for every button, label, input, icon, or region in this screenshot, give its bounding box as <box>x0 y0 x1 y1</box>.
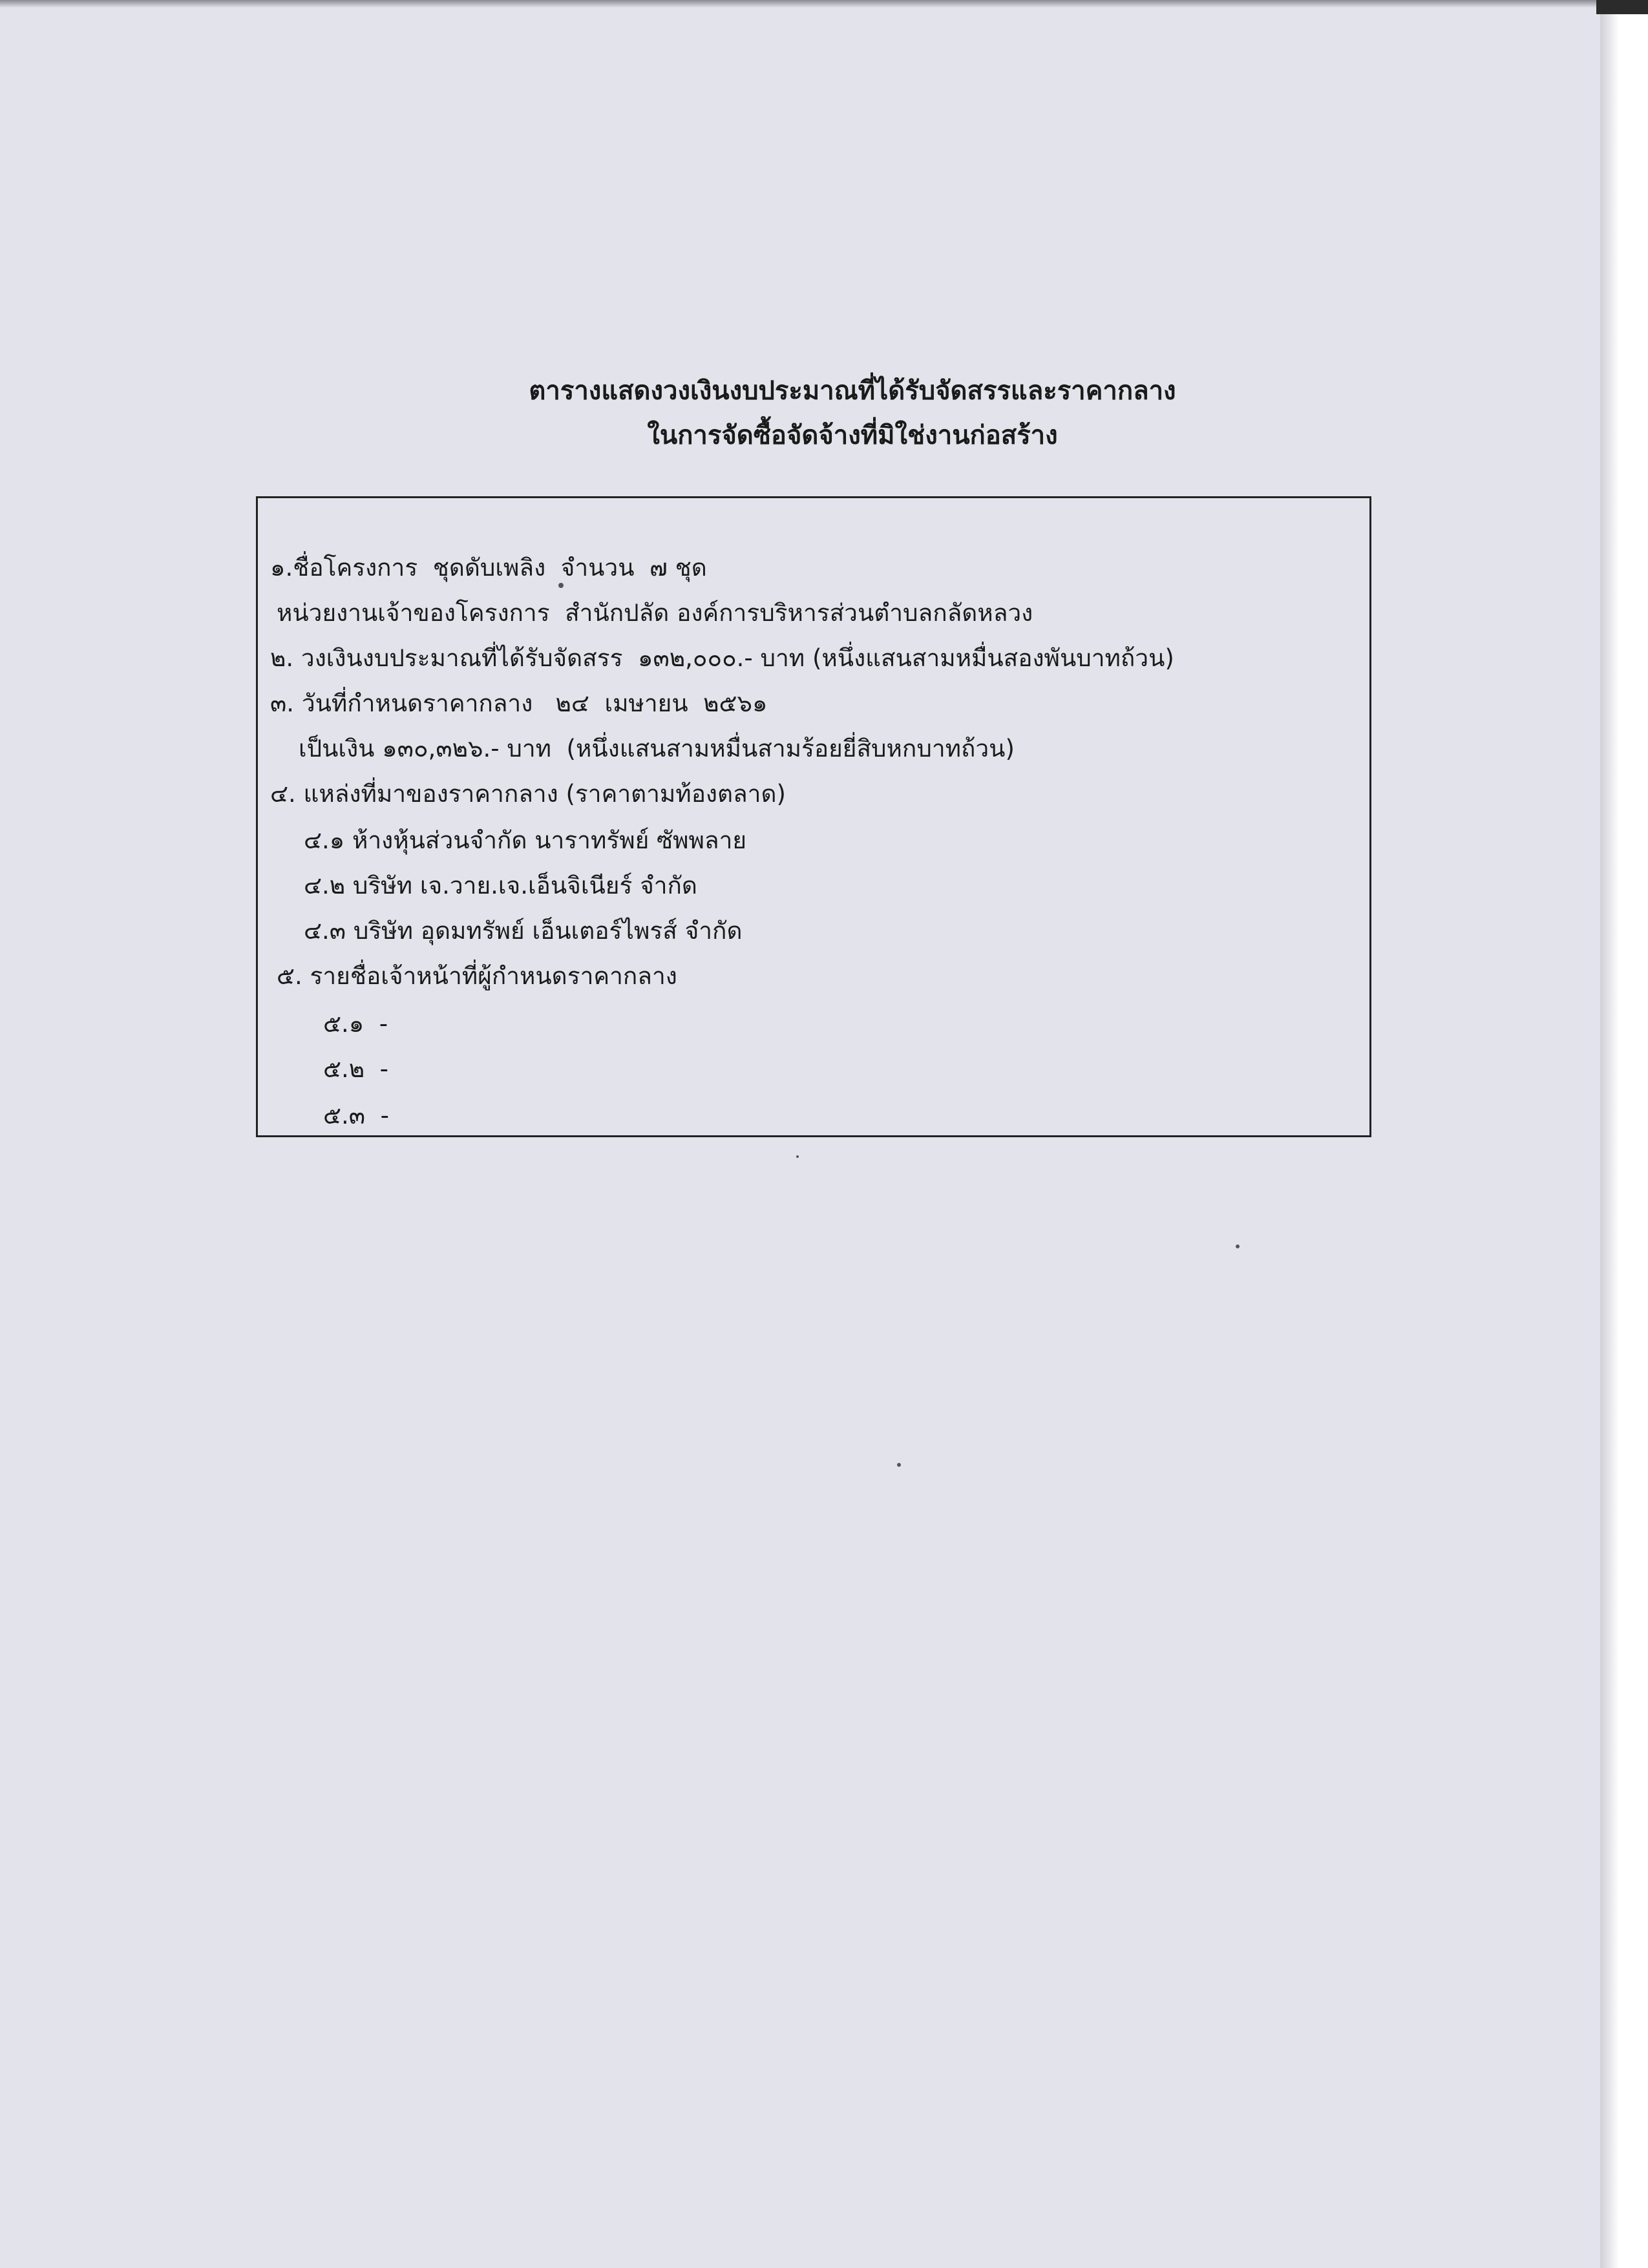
document-title-line-1: ตารางแสดงวงเงินงบประมาณที่ได้รับจัดสรรและราคากลาง <box>529 376 1176 406</box>
scan-speck <box>796 1155 799 1158</box>
officer-item-2: ๕.๒ - <box>323 1055 389 1083</box>
scan-corner-mark <box>1596 0 1648 14</box>
source-item-2: ๔.๒ บริษัท เจ.วาย.เจ.เอ็นจิเนียร์ จำกัด <box>304 872 697 899</box>
document-title-line-2: ในการจัดซื้อจัดจ้างที่มิใช่งานก่อสร้าง <box>647 421 1058 450</box>
source-item-1: ๔.๑ ห้างหุ้นส่วนจำกัด นาราทรัพย์ ซัพพลาย <box>304 826 747 854</box>
scan-speck <box>558 583 564 588</box>
scan-right-edge <box>1600 0 1648 2268</box>
source-item-3: ๔.๓ บริษัท อุดมทรัพย์ เอ็นเตอร์ไพรส์ จำกัด <box>304 917 743 945</box>
officer-item-1: ๕.๑ - <box>323 1010 388 1038</box>
officer-item-3: ๕.๓ - <box>323 1102 389 1129</box>
owner-unit: หน่วยงานเจ้าของโครงการ สำนักปลัด องค์การบริหารส่วนตำบลกลัดหลวง <box>277 599 1033 627</box>
scan-speck <box>897 1463 901 1467</box>
source-heading: ๔. แหล่งที่มาของราคากลาง (ราคาตามท้องตลาด) <box>270 780 786 808</box>
project-info-box <box>256 496 1371 1137</box>
scan-top-edge <box>0 0 1601 8</box>
price-amount-line: เป็นเงิน ๑๓๐,๓๒๖.- บาท (หนึ่งแสนสามหมื่นสามร้อยยี่สิบหกบาทถ้วน) <box>299 735 1015 762</box>
officers-heading: ๕. รายชื่อเจ้าหน้าที่ผู้กำหนดราคากลาง <box>277 962 677 990</box>
project-name: ๑.ชื่อโครงการ ชุดดับเพลิง จำนวน ๗ ชุด <box>270 554 707 582</box>
scan-speck <box>1236 1244 1240 1248</box>
price-date-line: ๓. วันที่กำหนดราคากลาง ๒๔ เมษายน ๒๕๖๑ <box>270 689 768 717</box>
budget-line: ๒. วงเงินงบประมาณที่ได้รับจัดสรร ๑๓๒,๐๐๐.- บาท (หนึ่งแสนสามหมื่นสองพันบาทถ้วน) <box>270 644 1174 672</box>
